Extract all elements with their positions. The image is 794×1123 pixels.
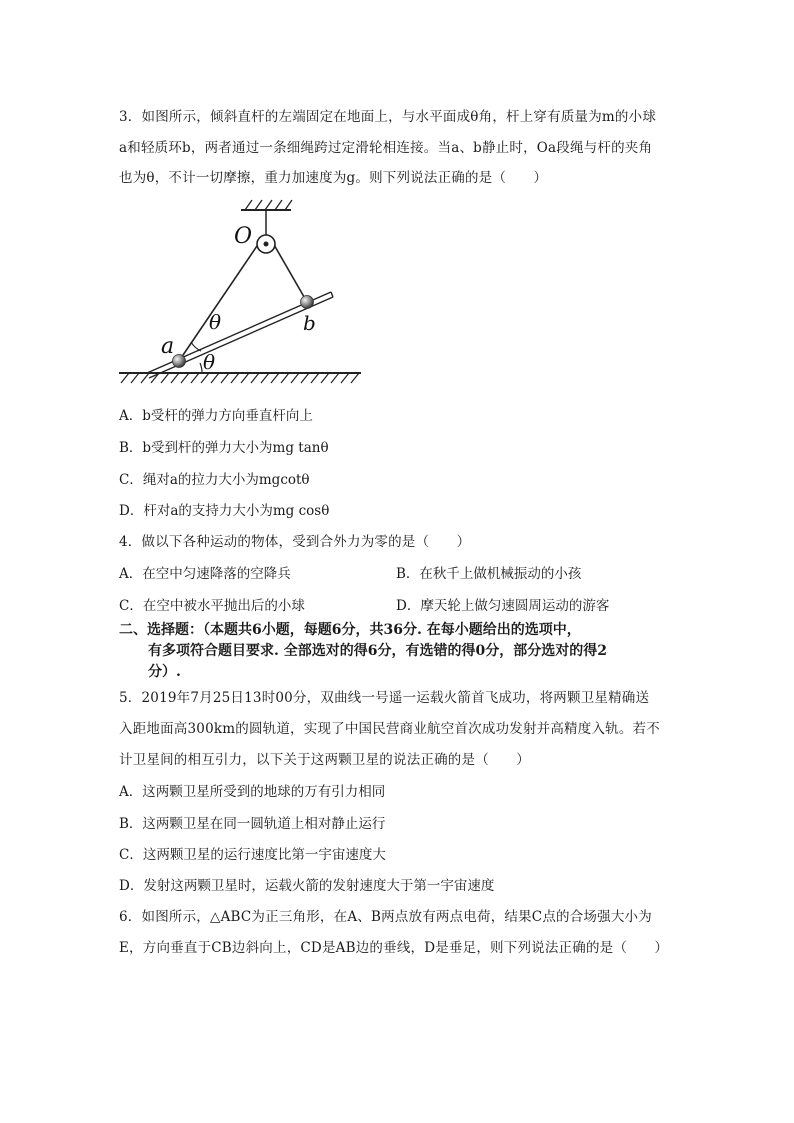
q5-stem-line-3: 计卫星间的相互引力，以下关于这两颗卫星的说法正确的是（ ） bbox=[119, 752, 530, 768]
q3-option-c: C．绳对a的拉力大小为mgcotθ bbox=[119, 472, 310, 488]
ring-b bbox=[301, 296, 314, 309]
q5-option-a: A．这两颗卫星所受到的地球的万有引力相同 bbox=[119, 784, 386, 800]
label-theta-rope: θ bbox=[209, 310, 222, 334]
q4-option-a: A．在空中匀速降落的空降兵 bbox=[119, 566, 291, 582]
label-b: b bbox=[303, 311, 316, 335]
ball-a bbox=[173, 355, 186, 368]
q5-option-d: D．发射这两颗卫星时，运载火箭的发射速度大于第一宇宙速度 bbox=[119, 878, 495, 894]
pulley-axle bbox=[264, 242, 269, 247]
q3-stem-line-2: a和轻质环b，两者通过一条细绳跨过定滑轮相连接。当a、b静止时，Oa段绳与杆的夹角 bbox=[119, 140, 653, 156]
q6-stem-line-2: E，方向垂直于CB边斜向上，CD是AB边的垂线，D是垂足，则下列说法正确的是（ ） bbox=[119, 940, 669, 956]
q5-stem-line-2: 入距地面高300km的圆轨道，实现了中国民营商业航空首次成功发射并高精度入轨。若不 bbox=[119, 721, 660, 737]
rope-ob bbox=[273, 243, 307, 302]
q5-stem-line-1: 5．2019年7月25日13时00分，双曲线一号遥一运载火箭首飞成功，将两颗卫星精确送 bbox=[119, 690, 650, 706]
q4-option-c: C．在空中被水平抛出后的小球 bbox=[119, 598, 305, 614]
section2-heading-line-1: 二、选择题：（本题共6小题，每题6分，共36分. 在每小题给出的选项中， bbox=[119, 622, 581, 638]
angle-arc-ground bbox=[200, 363, 202, 373]
q4-stem: 4．做以下各种运动的物体，受到合外力为零的是（ ） bbox=[119, 534, 471, 550]
q3-option-a: A．b受杆的弹力方向垂直杆向上 bbox=[119, 408, 313, 424]
q3-stem-line-1: 3．如图所示，倾斜直杆的左端固定在地面上，与水平面成θ角，杆上穿有质量为m的小球 bbox=[119, 109, 657, 125]
q3-option-d: D．杆对a的支持力大小为mg cosθ bbox=[119, 503, 330, 519]
label-a: a bbox=[161, 334, 175, 359]
q4-option-d: D．摩天轮上做匀速圆周运动的游客 bbox=[396, 598, 610, 614]
q5-option-b: B．这两颗卫星在同一圆轨道上相对静止运行 bbox=[119, 816, 386, 832]
label-theta-ground: θ bbox=[203, 350, 216, 374]
q3-option-b: B．b受到杆的弹力大小为mg tanθ bbox=[119, 440, 329, 456]
q3-stem-line-3: 也为θ，不计一切摩擦，重力加速度为g。则下列说法正确的是（ ） bbox=[119, 170, 548, 186]
rope-oa bbox=[179, 243, 259, 361]
section2-heading-line-3: 分）. bbox=[148, 664, 181, 680]
section2-heading-line-2: 有多项符合题目要求. 全部选对的得6分，有选错的得0分，部分选对的得2 bbox=[148, 643, 607, 659]
q4-option-b: B．在秋千上做机械振动的小孩 bbox=[396, 566, 582, 582]
angle-arc-rope bbox=[191, 342, 201, 351]
ceiling-hatch bbox=[245, 200, 292, 210]
q3-figure bbox=[119, 196, 369, 386]
q6-stem-line-1: 6．如图所示，△ABC为正三角形，在A、B两点放有两点电荷，结果C点的合场强大小为 bbox=[119, 909, 652, 925]
label-o: O bbox=[234, 224, 253, 249]
q5-option-c: C．这两颗卫星的运行速度比第一宇宙速度大 bbox=[119, 847, 386, 863]
